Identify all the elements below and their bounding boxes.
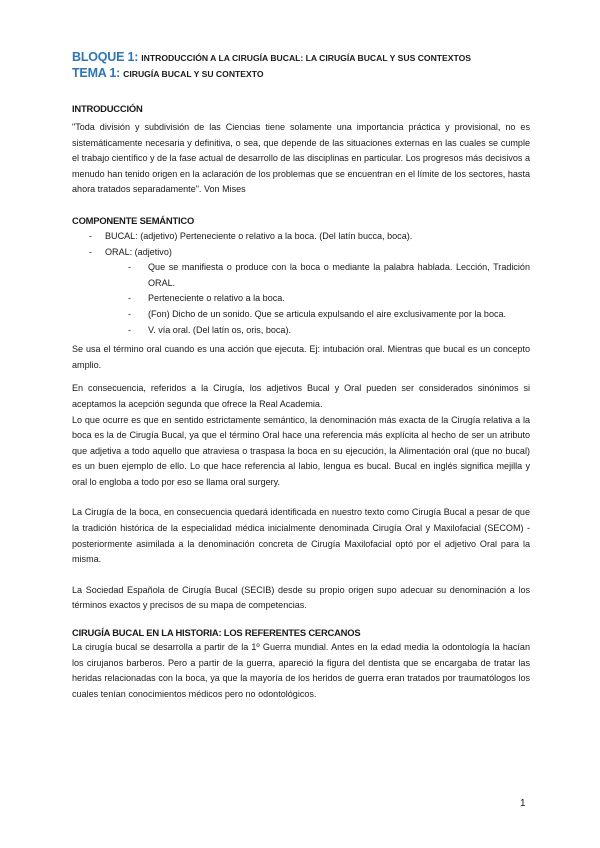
oral-meanings-list xyxy=(125,260,530,338)
tema-header xyxy=(72,66,530,81)
intro-quote: "Toda división y subdivisión de las Ciencias tiene solamente una importancia práctica y provisional, no es sistemáticamente necesaria y definitiva, o sea, que depende de las situaciones externas en las cuales se cumple el trabajo científico y de la fase actual de desarrollo de las disciplinas en particular. Los progresos más decisivos a menudo han tenido origen en la aclaración de los problemas que se encuentran en el límite de los sectores, hasta ahora tratados separadamente". Von Mises xyxy=(72,122,530,195)
paragraph: La Cirugía de la boca, en consecuencia quedará identificada en nuestro texto como Cirugía Bucal a pesar de que la tradición histórica de la especialidad médica inicialmente denominada Cirugía Oral y Maxilofacial (SECOM) -posteriormente asimilada a la denominación concreta de Cirugía Maxilofacial optó por el adjetivo Oral para la misma. xyxy=(72,507,530,565)
intro-heading: INTRODUCCIÓN xyxy=(72,103,143,114)
definitions-list xyxy=(72,229,530,338)
historia-heading: CIRUGÍA BUCAL EN LA HISTORIA: LOS REFERENTES CERCANOS xyxy=(72,627,361,639)
paragraph: Lo que ocurre es que en sentido estrictamente semántico, la denominación más exacta de la Cirugía relativa a la boca es la de Cirugía Bucal, ya que el término Oral hace una referencia más explícita al hecho de ser un atributo que adjetiva a todo aquello que atraviesa o traspasa la boca en su ejecución, la Alimentación oral (que no bucal) es un buen ejemplo de ello. Lo que hace referencia al labio, lengua es bucal. Bucal en inglés significa mejilla y oral lo engloba a todo por eso se llama oral surgery. xyxy=(72,414,530,487)
bloque-title: INTRODUCCIÓN A LA CIRUGÍA BUCAL: LA CIRUGÍA BUCAL Y SUS CONTEXTOS xyxy=(141,53,472,63)
document-page xyxy=(72,50,530,702)
oral-meaning: - Perteneciente o relativo a la boca. xyxy=(125,291,530,307)
tema-tag: TEMA 1: xyxy=(72,66,121,80)
semantico-heading: COMPONENTE SEMÁNTICO xyxy=(72,214,195,226)
oral-label: ORAL: (adjetivo) xyxy=(105,246,172,257)
tema-title: CIRUGÍA BUCAL Y SU CONTEXTO xyxy=(123,69,264,79)
bucal-definition: - BUCAL: (adjetivo) Perteneciente o relativo a la boca. (Del latín bucca, boca). xyxy=(72,229,530,245)
paragraph: La cirugía bucal se desarrolla a partir de la 1º Guerra mundial. Antes en la edad media la odontología la hacían los cirujanos barberos. Pero a partir de la guerra, apareció la figura del dentista que se encargaba de tratar las heridas relacionadas con la boca, ya que la mayoría de los heridos de guerra eran tratados por traumatólogos los cuales tenían conocimientos médicos pero no odontológicos. xyxy=(72,642,530,699)
bloque-header xyxy=(72,50,530,65)
oral-meaning: - V. vía oral. (Del latín os, oris, boca). xyxy=(125,323,530,339)
paragraph: En consecuencia, referidos a la Cirugía, los adjetivos Bucal y Oral pueden ser considerados sinónimos si aceptamos la acepción segunda que ofrece la Real Academia. xyxy=(72,383,530,409)
bloque-tag: BLOQUE 1: xyxy=(72,50,139,64)
oral-definition xyxy=(72,245,530,339)
page-number: 1 xyxy=(520,798,526,809)
paragraph: Se usa el término oral cuando es una acción que ejecuta. Ej: intubación oral. Mientras que bucal es un concepto amplio. xyxy=(72,344,530,370)
oral-meaning: - Que se manifiesta o produce con la boca o mediante la palabra hablada. Lección, Tradición ORAL. xyxy=(125,260,530,291)
paragraph: La Sociedad Española de Cirugía Bucal (SECIB) desde su propio origen supo adecuar su denominación a los términos exactos y precisos de su mapa de competencias. xyxy=(72,584,530,611)
oral-meaning: - (Fon) Dicho de un sonido. Que se articula expulsando el aire exclusivamente por la boca. xyxy=(125,307,530,323)
